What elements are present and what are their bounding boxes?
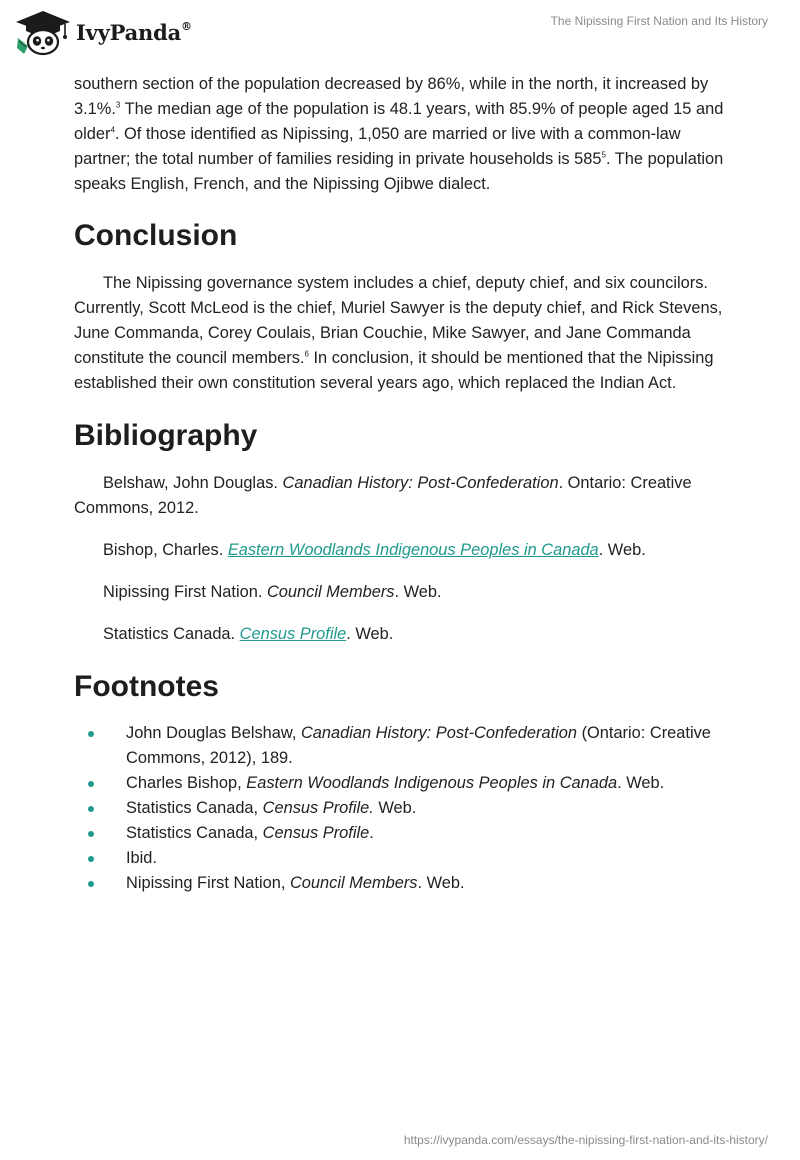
bibliography-entry: Belshaw, John Douglas. Canadian History: Post-Confederation. Ontario: Creative Commons, 2012. [74, 474, 692, 517]
list-item: Statistics Canada, Census Profile. [74, 821, 724, 846]
panda-graduate-icon [14, 8, 72, 56]
source-url[interactable]: https://ivypanda.com/essays/the-nipissing-first-nation-and-its-history/ [403, 1133, 768, 1147]
conclusion-paragraph: The Nipissing governance system includes a chief, deputy chief, and six councilors. Currently, Scott McLeod is the chief, Muriel Sawyer is the deputy chief, and Rick Stevens, June Commanda, Corey Coulais, Brian Couchie, Mike Sawyer, and Jane Commanda constitute the council members.$^6$ In conclusion, it should be mentioned that the Nipissing established their own constitution several years ago, which replaced the Indian Act. [74, 274, 723, 392]
essay-content [74, 72, 724, 896]
bullet-icon [88, 781, 94, 787]
bibliography-link[interactable]: Eastern Woodlands Indigenous Peoples in Canada [227, 541, 599, 559]
intro-paragraph: southern section of the population decreased by 86%, while in the north, it increased by 3.1%.$^3$ The median age of the population is 48.1 years, with 85.9% of people aged 15 and older$^4$. Of those identified as Nipissing, 1,050 are married or live with a common-law partner; the total number of families residing in private households is 585$^5$. The population speaks English, French, and the Nipissing Ojibwe dialect. [74, 75, 724, 193]
footnote-ref[interactable]: 3 [115, 100, 121, 110]
footnotes-heading: Footnotes [74, 670, 219, 703]
bibliography-entry: Statistics Canada. Census Profile. Web. [103, 625, 394, 643]
footnote-ref[interactable]: 4 [110, 125, 115, 135]
bibliography-link[interactable]: Census Profile [239, 625, 347, 643]
bullet-icon [88, 806, 94, 812]
page-title: The Nipissing First Nation and Its History [550, 14, 768, 28]
footnotes-list [74, 721, 724, 896]
list-item: Nipissing First Nation, Council Members. Web. [74, 871, 724, 896]
conclusion-heading: Conclusion [74, 219, 238, 252]
list-item: John Douglas Belshaw, Canadian History: Post-Confederation (Ontario: Creative Commons, 2012), 189. [74, 721, 724, 771]
bibliography-heading: Bibliography [74, 419, 258, 452]
bullet-icon [88, 881, 94, 887]
page-header [0, 0, 800, 66]
bullet-icon [88, 856, 94, 862]
list-item: Ibid. [74, 846, 724, 871]
logo-text: IvyPanda® [76, 19, 192, 45]
list-item: Statistics Canada, Census Profile. Web. [74, 796, 724, 821]
ivypanda-logo[interactable] [14, 8, 192, 56]
bibliography-entry: Nipissing First Nation. Council Members. Web. [103, 583, 442, 601]
list-item: Charles Bishop, Eastern Woodlands Indigenous Peoples in Canada. Web. [74, 771, 724, 796]
bibliography-entry: Bishop, Charles. Eastern Woodlands Indigenous Peoples in Canada. Web. [103, 541, 646, 559]
footnote-ref[interactable]: 6 [304, 349, 309, 359]
bullet-icon [88, 831, 94, 837]
footnote-ref[interactable]: 5 [601, 150, 606, 160]
bullet-icon [88, 731, 94, 737]
